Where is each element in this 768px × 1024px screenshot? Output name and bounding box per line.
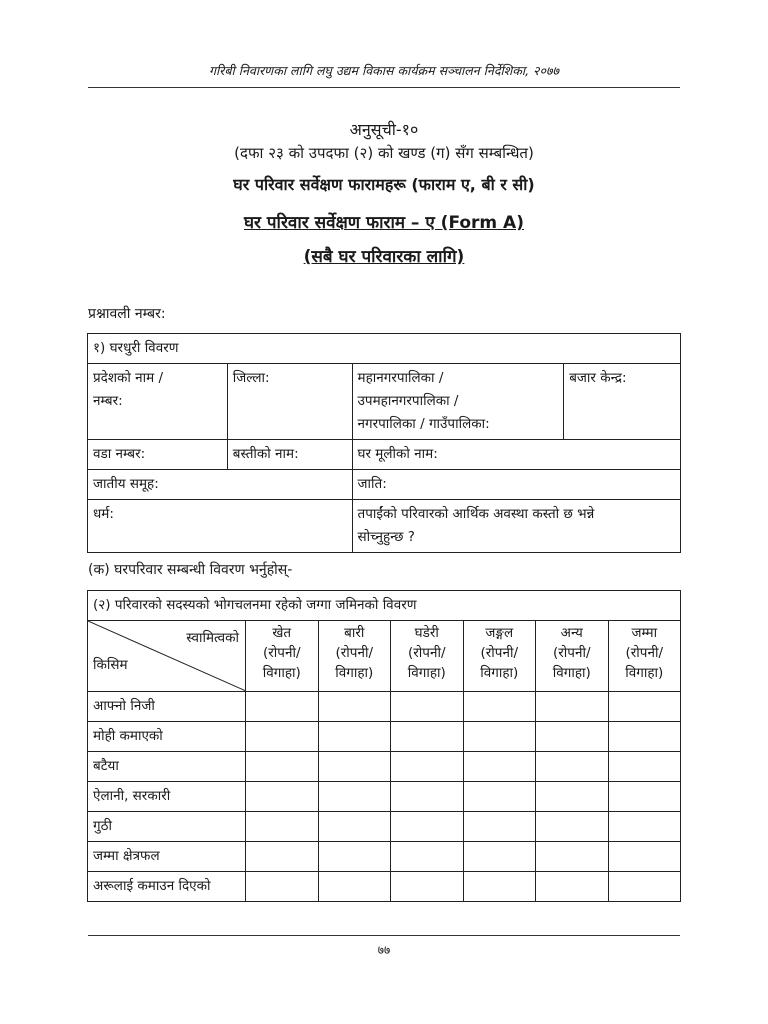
footer-rule <box>88 935 680 936</box>
market-field[interactable] <box>564 364 681 440</box>
land-value-cell[interactable] <box>391 752 464 782</box>
religion-label: धर्म: <box>93 506 114 522</box>
table-row <box>88 722 681 752</box>
ownership-header: स्वामित्वको <box>186 630 239 646</box>
land-value-cell[interactable] <box>608 752 681 782</box>
land-column-unit: (रोपनी/ <box>335 645 373 661</box>
household-head-label: घर मूलीको नाम: <box>357 446 438 462</box>
forms-title: घर परिवार सर्वेक्षण फारामहरू (फाराम ए, बी र सी) <box>233 175 535 194</box>
table-row <box>88 752 681 782</box>
land-column-header <box>391 621 464 692</box>
province-field[interactable] <box>88 364 228 440</box>
land-value-cell[interactable] <box>608 872 681 902</box>
land-column-unit2: विगाहा) <box>625 665 664 681</box>
ownership-type-header <box>88 621 246 692</box>
land-value-cell[interactable] <box>318 812 391 842</box>
land-column-unit2: विगाहा) <box>262 665 301 681</box>
household-details-table <box>87 333 681 553</box>
land-column-unit2: विगाहा) <box>407 665 446 681</box>
land-column-name: बारी <box>344 625 365 641</box>
table-row <box>88 692 681 722</box>
land-value-cell[interactable] <box>608 812 681 842</box>
caste-field[interactable] <box>352 470 680 500</box>
section1-title: १) घरधुरी विवरण <box>88 334 681 364</box>
land-column-name: घडेरी <box>414 625 439 641</box>
land-row-label: आफ्नो निजी <box>88 692 246 722</box>
religion-field[interactable] <box>88 500 353 553</box>
table-row <box>88 842 681 872</box>
section2-title: (२) परिवारको सदस्यको भोगचलनमा रहेको जग्गा जमिनको विवरण <box>88 591 681 621</box>
caste-label: जाति: <box>357 476 387 492</box>
schedule-title: अनुसूची-१० <box>349 120 419 139</box>
running-header: गरिबी निवारणका लागि लघु उद्यम विकास कार्यक्रम सञ्चालन निर्देशिका, २०७७ <box>208 63 560 78</box>
land-value-cell[interactable] <box>318 752 391 782</box>
land-value-cell[interactable] <box>608 782 681 812</box>
land-row-label: अरूलाई कमाउन दिएको <box>88 872 246 902</box>
land-value-cell[interactable] <box>463 812 536 842</box>
land-value-cell[interactable] <box>318 872 391 902</box>
ward-label: वडा नम्बर: <box>93 446 146 462</box>
land-column-header <box>463 621 536 692</box>
district-field[interactable] <box>227 364 352 440</box>
land-value-cell[interactable] <box>246 782 319 812</box>
form-subtitle-wrap <box>88 244 680 267</box>
land-value-cell[interactable] <box>391 812 464 842</box>
land-column-unit: (रोपनी/ <box>480 645 518 661</box>
land-value-cell[interactable] <box>463 872 536 902</box>
land-value-cell[interactable] <box>391 872 464 902</box>
land-value-cell[interactable] <box>318 842 391 872</box>
ward-field[interactable] <box>88 440 228 470</box>
land-value-cell[interactable] <box>246 722 319 752</box>
form-subtitle: (सबै घर परिवारका लागि) <box>303 247 465 267</box>
land-value-cell[interactable] <box>318 692 391 722</box>
land-value-cell[interactable] <box>463 692 536 722</box>
table-row <box>88 782 681 812</box>
municipality-label-1: महानगरपालिका / <box>357 370 444 386</box>
land-value-cell[interactable] <box>608 692 681 722</box>
land-row-label: जम्मा क्षेत्रफल <box>88 842 246 872</box>
land-column-header <box>536 621 609 692</box>
land-value-cell[interactable] <box>391 692 464 722</box>
land-value-cell[interactable] <box>536 692 609 722</box>
district-label: जिल्ला: <box>232 370 270 386</box>
table-row <box>88 812 681 842</box>
land-value-cell[interactable] <box>246 752 319 782</box>
land-column-unit2: विगाहा) <box>552 665 591 681</box>
land-column-unit: (रोपनी/ <box>408 645 446 661</box>
land-value-cell[interactable] <box>463 722 536 752</box>
land-row-label: मोही कमाएको <box>88 722 246 752</box>
land-column-unit: (रोपनी/ <box>263 645 301 661</box>
land-row-label: बटैया <box>88 752 246 782</box>
province-label-1: प्रदेशको नाम / <box>93 370 164 386</box>
economic-question-2: सोच्नुहुन्छ ? <box>357 529 415 545</box>
land-value-cell[interactable] <box>608 722 681 752</box>
municipality-label-3: नगरपालिका / गाउँपालिका: <box>357 416 490 432</box>
settlement-field[interactable] <box>227 440 352 470</box>
land-value-cell[interactable] <box>246 812 319 842</box>
land-column-header <box>608 621 681 692</box>
settlement-label: बस्तीको नाम: <box>232 446 299 462</box>
land-value-cell[interactable] <box>536 722 609 752</box>
land-value-cell[interactable] <box>536 782 609 812</box>
land-column-unit: (रोपनी/ <box>553 645 591 661</box>
land-column-name: अन्य <box>560 625 583 641</box>
land-value-cell[interactable] <box>391 722 464 752</box>
schedule-reference: (दफा २३ को उपदफा (२) को खण्ड (ग) सँग सम्बन्धित) <box>234 144 534 162</box>
land-column-name: खेत <box>272 625 292 641</box>
form-title-wrap <box>88 210 680 233</box>
land-value-cell[interactable] <box>463 842 536 872</box>
page-number: ७७ <box>377 943 391 957</box>
land-value-cell[interactable] <box>318 782 391 812</box>
land-value-cell[interactable] <box>536 842 609 872</box>
land-column-header <box>318 621 391 692</box>
header-rule <box>88 87 680 88</box>
fill-instruction: (क) घरपरिवार सम्बन्धी विवरण भर्नुहोस्- <box>88 562 293 578</box>
land-details-table <box>87 590 681 902</box>
land-value-cell[interactable] <box>463 782 536 812</box>
land-value-cell[interactable] <box>246 872 319 902</box>
market-label: बजार केन्द्र: <box>569 370 627 386</box>
land-value-cell[interactable] <box>318 722 391 752</box>
land-row-label: ऐलानी, सरकारी <box>88 782 246 812</box>
province-label-2: नम्बर: <box>93 393 123 409</box>
land-row-label: गुठी <box>88 812 246 842</box>
land-value-cell[interactable] <box>608 842 681 872</box>
land-column-unit2: विगाहा) <box>480 665 519 681</box>
economic-status-field[interactable] <box>352 500 680 553</box>
land-value-cell[interactable] <box>246 692 319 722</box>
land-value-cell[interactable] <box>536 812 609 842</box>
land-column-name: जङ्गल <box>485 625 514 641</box>
ethnic-group-label: जातीय समूह: <box>93 476 159 492</box>
type-header: किसिम <box>93 657 128 673</box>
questionnaire-number-label: प्रश्नावली नम्बर: <box>88 306 166 322</box>
land-column-unit2: विगाहा) <box>335 665 374 681</box>
land-value-cell[interactable] <box>246 842 319 872</box>
household-head-field[interactable] <box>352 440 680 470</box>
land-column-name: जम्मा <box>631 625 658 641</box>
land-value-cell[interactable] <box>463 752 536 782</box>
ethnic-group-field[interactable] <box>88 470 353 500</box>
land-value-cell[interactable] <box>536 872 609 902</box>
table-row <box>88 872 681 902</box>
land-value-cell[interactable] <box>391 842 464 872</box>
land-value-cell[interactable] <box>536 752 609 782</box>
land-column-unit: (रोपनी/ <box>625 645 663 661</box>
municipality-field[interactable] <box>352 364 564 440</box>
land-column-header <box>246 621 319 692</box>
economic-question-1: तपाईंको परिवारको आर्थिक अवस्था कस्तो छ भन्ने <box>357 506 595 522</box>
municipality-label-2: उपमहानगरपालिका / <box>357 393 459 409</box>
land-value-cell[interactable] <box>391 782 464 812</box>
form-title: घर परिवार सर्वेक्षण फाराम – ए (Form A) <box>243 213 524 233</box>
